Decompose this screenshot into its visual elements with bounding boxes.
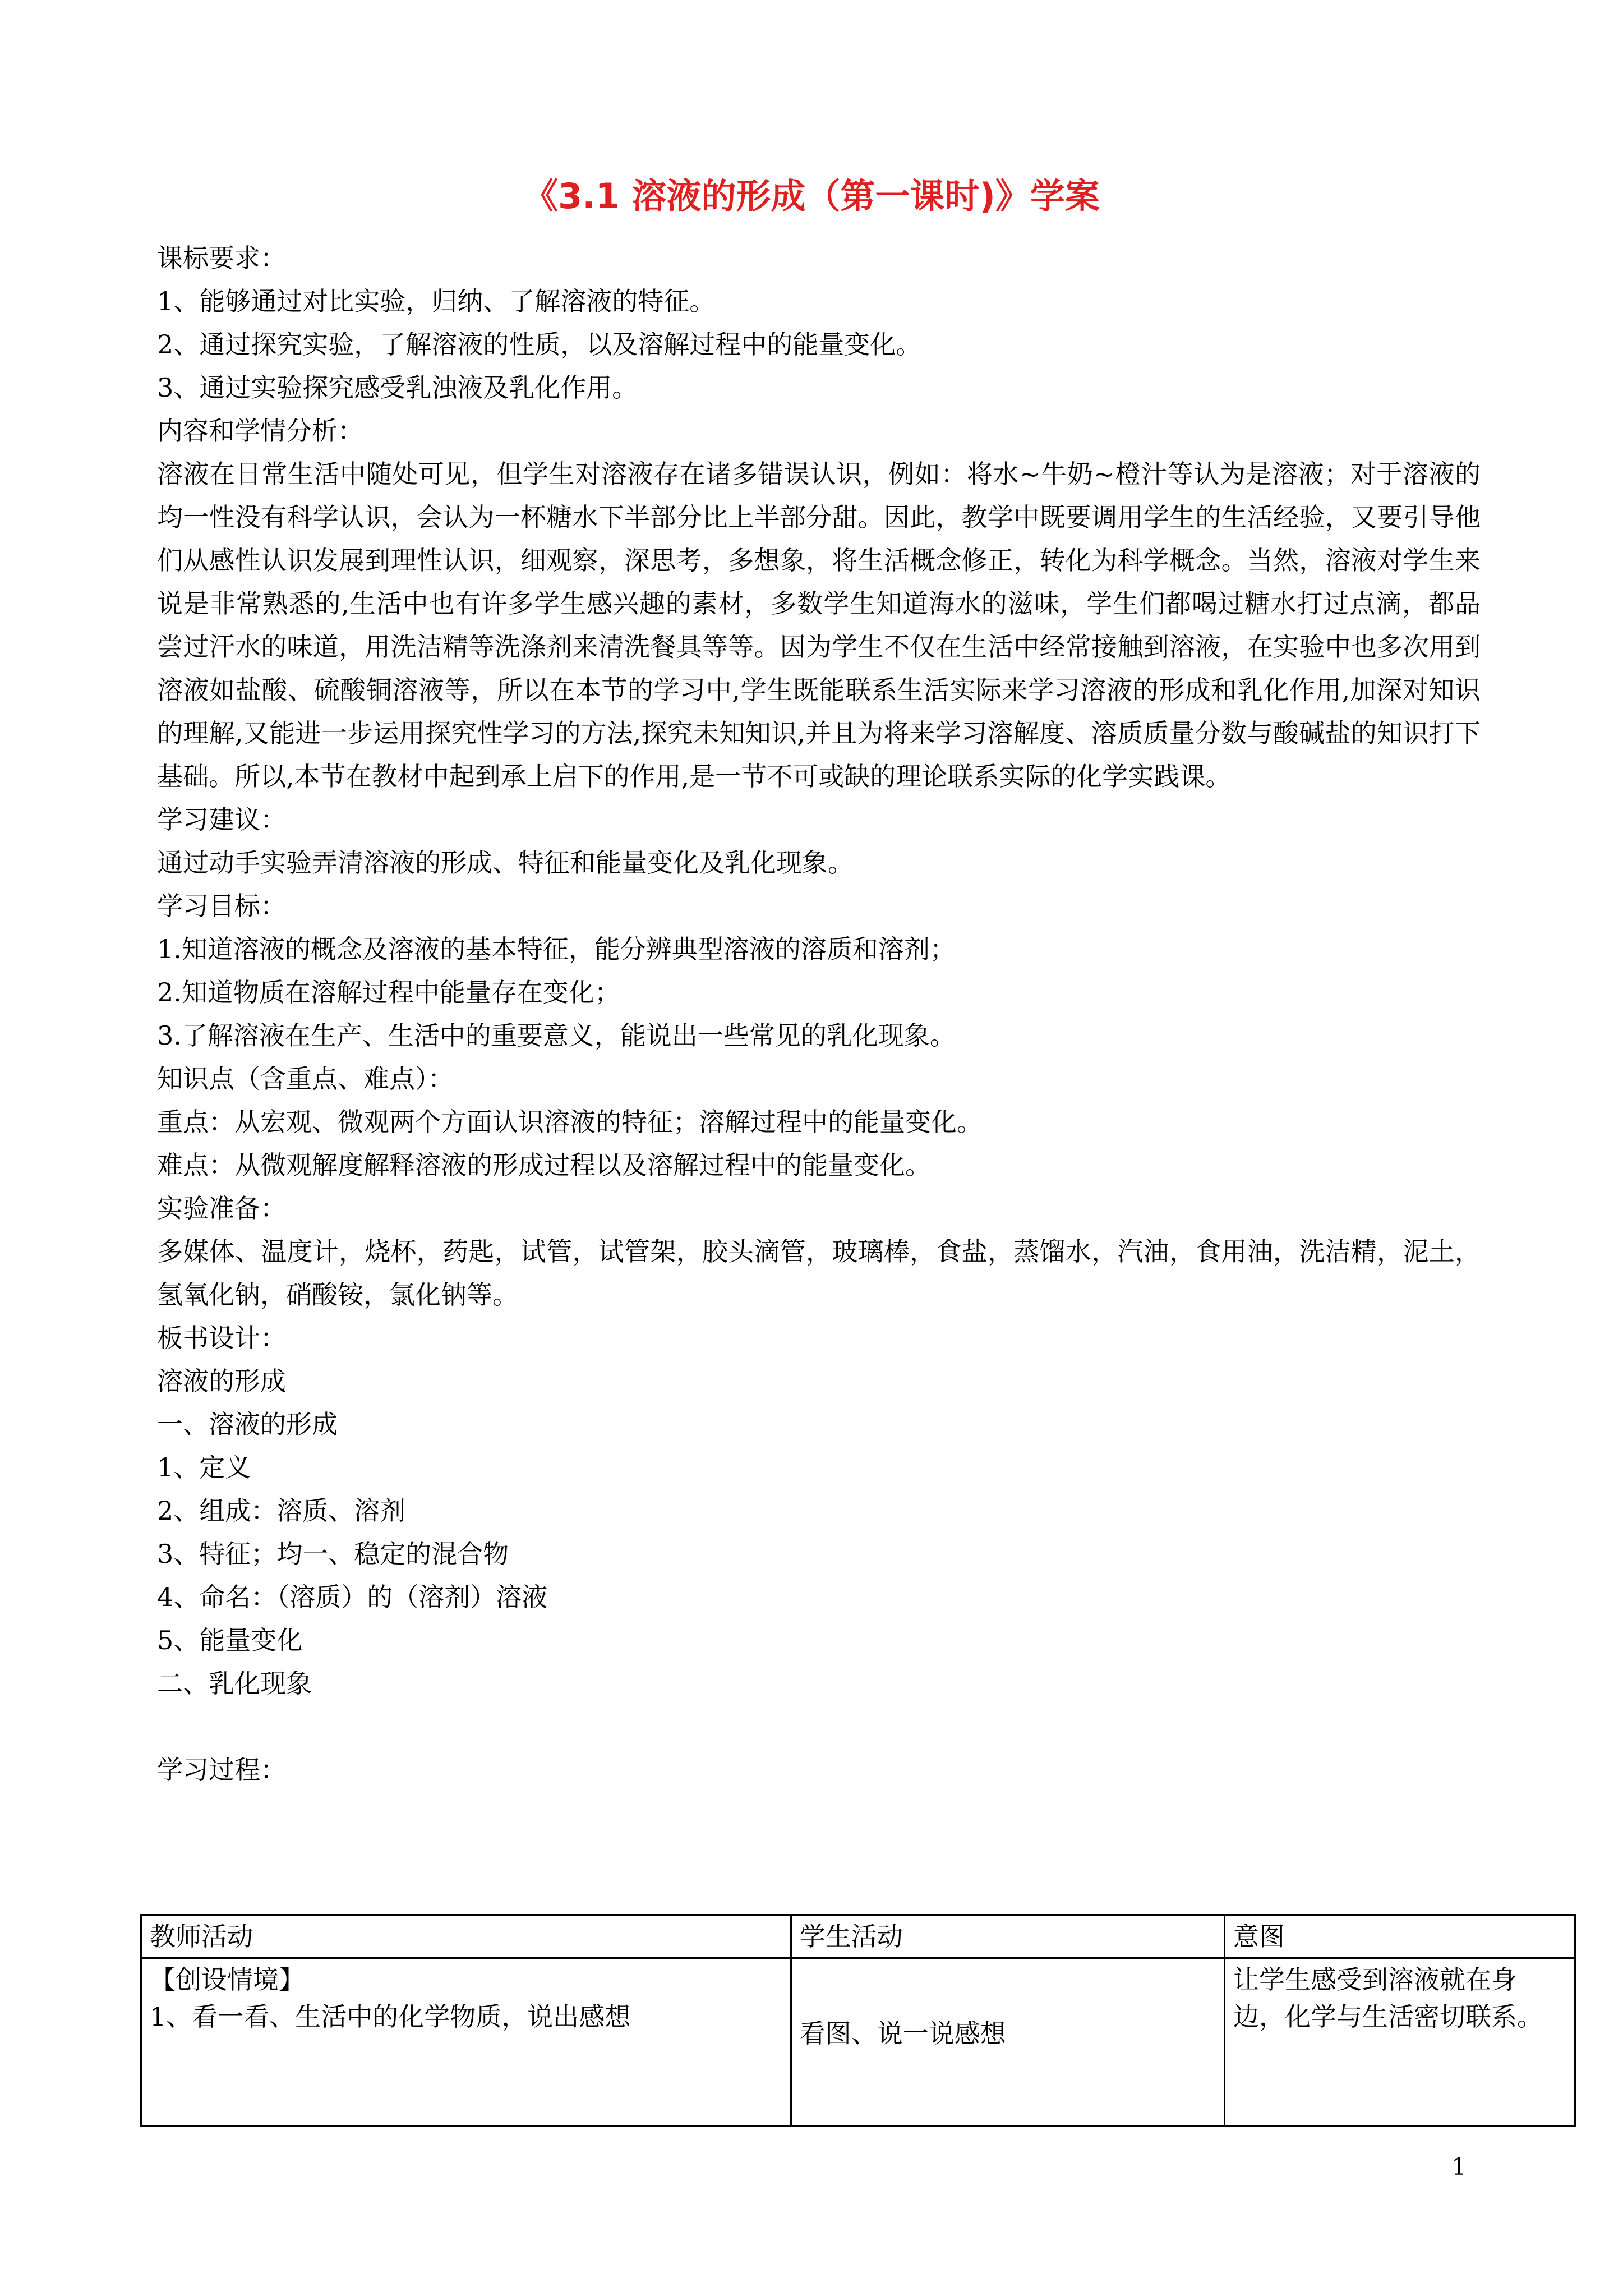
cell-student [791, 1958, 1224, 2127]
section-heading-curriculum: 课标要求： [157, 243, 286, 273]
objective-item-1: 1.知道溶液的概念及溶液的基本特征，能分辨典型溶液的溶质和溶剂； [157, 934, 956, 964]
section-heading-analysis: 内容和学情分析： [157, 416, 363, 446]
section-heading-preparation: 实验准备： [157, 1193, 286, 1223]
objective-item-3: 3.了解溶液在生产、生活中的重要意义，能说出一些常见的乳化现象。 [157, 1020, 956, 1051]
difficult-point: 难点：从微观解度解释溶液的形成过程以及溶解过程中的能量变化。 [157, 1150, 931, 1180]
board-item: 2、组成：溶质、溶剂 [157, 1496, 406, 1526]
student-activity-text: 看图、说一说感想 [799, 2018, 1006, 2049]
table-row [141, 1958, 1575, 2127]
table-header-row [141, 1915, 1575, 1958]
teacher-activity-title: 【创设情境】 [150, 1964, 305, 1995]
curriculum-item-1: 1、能够通过对比实验，归纳、了解溶液的特征。 [157, 286, 716, 316]
curriculum-item-2: 2、通过探究实验，了解溶液的性质，以及溶解过程中的能量变化。 [157, 329, 922, 360]
board-title: 溶液的形成 [157, 1366, 286, 1396]
teacher-activity-item: 1、看一看、生活中的化学物质，说出感想 [150, 2001, 631, 2032]
cell-teacher [141, 1958, 791, 2127]
objective-item-2: 2.知道物质在溶解过程中能量存在变化； [157, 977, 620, 1007]
learning-process-table [140, 1914, 1576, 2127]
section-heading-suggestion: 学习建议： [157, 804, 286, 835]
key-point: 重点：从宏观、微观两个方面认识溶液的特征；溶解过程中的能量变化。 [157, 1107, 983, 1137]
page-number: 1 [1451, 2153, 1467, 2180]
preparation-paragraph: 多媒体、温度计，烧杯，药匙，试管，试管架，胶头滴管，玻璃棒，食盐，蒸馏水，汽油，食用油，洗洁精，泥土，氢氧化钠，硝酸铵，氯化钠等。 [157, 1236, 1481, 1310]
analysis-paragraph: 溶液在日常生活中随处可见，但学生对溶液存在诸多错误认识，例如：将水~牛奶~橙汁等认为是溶液；对于溶液的均一性没有科学认识，会认为一杯糖水下半部分比上半部分甜。因此，教学中既要调用学生的生活经验，又要引导他们从感性认识发展到理性认识，细观察，深思考，多想象，将生活概念修正，转化为科学概念。当然，溶液对学生来说是非常熟悉的,生活中也有许多学生感兴趣的素材，多数学生知道海水的滋味，学生们都喝过糖水打过点滴，都品尝过汗水的味道，用洗洁精等洗涤剂来清洗餐具等等。因为学生不仅在生活中经常接触到溶液，在实验中也多次用到溶液如盐酸、硫酸铜溶液等，所以在本节的学习中,学生既能联系生活实际来学习溶液的形成和乳化作用,加深对知识的理解,又能进一步运用探究性学习的方法,探究未知知识,并且为将来学习溶解度、溶质质量分数与酸碱盐的知识打下基础。所以,本节在教材中起到承上启下的作用,是一节不可或缺的理论联系实际的化学实践课。 [157, 459, 1481, 792]
curriculum-item-3: 3、通过实验探究感受乳浊液及乳化作用。 [157, 372, 638, 403]
header-teacher: 教师活动 [141, 1915, 791, 1958]
section-heading-objectives: 学习目标： [157, 891, 286, 921]
section-heading-knowledge: 知识点（含重点、难点）： [157, 1064, 454, 1094]
board-item: 3、特征；均一、稳定的混合物 [157, 1539, 509, 1569]
section-heading-process: 学习过程： [157, 1755, 286, 1785]
board-item: 二、乳化现象 [157, 1668, 312, 1699]
board-item: 4、命名：（溶质）的（溶剂）溶液 [157, 1582, 548, 1612]
section-heading-board: 板书设计： [157, 1323, 286, 1353]
spacer [157, 1705, 1481, 1749]
board-item: 一、溶液的形成 [157, 1409, 338, 1439]
header-intent: 意图 [1224, 1915, 1575, 1958]
board-item: 1、定义 [157, 1452, 251, 1483]
board-item: 5、能量变化 [157, 1625, 303, 1655]
document-body [157, 237, 1481, 1792]
header-student: 学生活动 [791, 1915, 1224, 1958]
intent-text: 让学生感受到溶液就在身边，化学与生活密切联系。 [1233, 1964, 1543, 2032]
suggestion-text: 通过动手实验弄清溶液的形成、特征和能量变化及乳化现象。 [157, 848, 854, 878]
document-title: 《3.1 溶液的形成（第一课时)》学案 [523, 176, 1100, 217]
cell-intent [1224, 1958, 1575, 2127]
